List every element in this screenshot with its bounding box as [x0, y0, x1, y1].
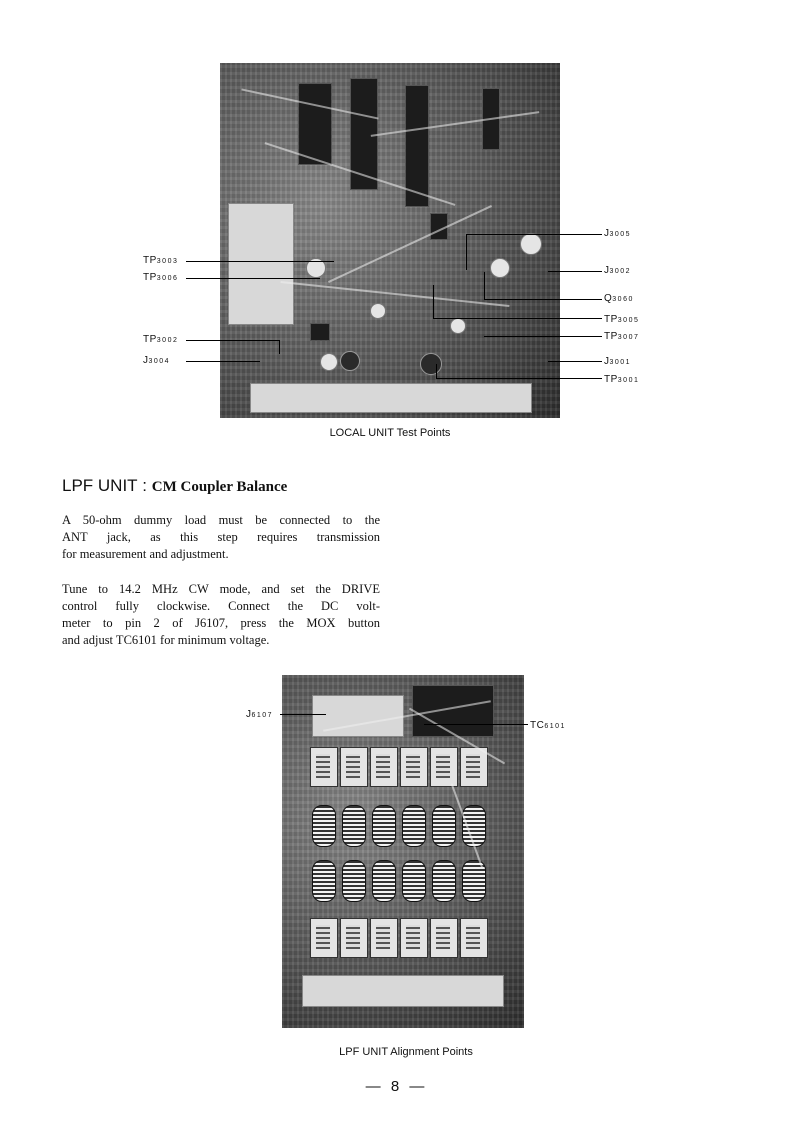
figure1-caption: LOCAL UNIT Test Points: [329, 427, 451, 439]
label-tc6101: TC6101: [530, 720, 566, 731]
label-j3005: J3005: [604, 228, 632, 239]
label-j6107: J6107: [246, 709, 274, 720]
paragraph-2-line-4: and adjust TC6101 for minimum voltage.: [62, 633, 270, 647]
paragraph-2-line-1: Tune to 14.2 MHz CW mode, and set the DRIVE: [62, 582, 380, 596]
figure2-caption: LPF UNIT Alignment Points: [339, 1046, 473, 1058]
label-tp3005: TP3005: [604, 314, 640, 325]
section-heading: [62, 476, 287, 496]
page-number: — 8 —: [365, 1078, 428, 1095]
lpf-unit-photo: [282, 675, 524, 1028]
label-tp3001: TP3001: [604, 374, 640, 385]
paragraph-2-line-2: control fully clockwise. Connect the DC volt-: [62, 599, 380, 613]
label-j3002: J3002: [604, 265, 632, 276]
local-unit-photo: [220, 63, 560, 418]
section-subtitle: CM Coupler Balance: [151, 479, 288, 495]
label-j3004: J3004: [143, 355, 171, 366]
section-title: LPF UNIT :: [62, 476, 148, 495]
paragraph-2-line-3: meter to pin 2 of J6107, press the MOX button: [62, 616, 380, 630]
paragraph-1-line-3: for measurement and adjustment.: [62, 547, 229, 561]
label-tp3002: TP3002: [143, 334, 179, 345]
label-tp3003: TP3003: [143, 255, 179, 266]
label-q3060: Q3060: [604, 293, 634, 304]
paragraph-1-line-1: A 50-ohm dummy load must be connected to the: [62, 513, 380, 527]
paragraph-1-line-2: ANT jack, as this step requires transmission: [62, 530, 380, 544]
label-tp3007: TP3007: [604, 331, 640, 342]
label-tp3006: TP3006: [143, 272, 179, 283]
label-j3001: J3001: [604, 356, 632, 367]
